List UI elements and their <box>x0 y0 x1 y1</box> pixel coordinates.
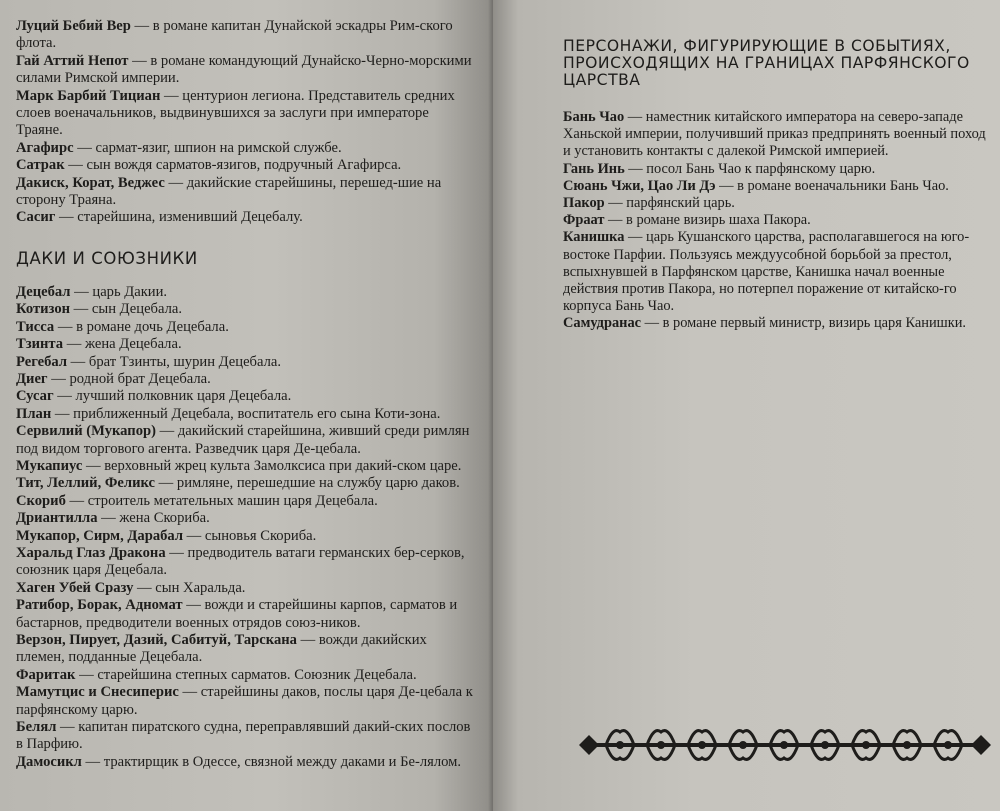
decorative-border-icon <box>575 722 995 768</box>
character-entry <box>16 458 479 475</box>
entry-dash: — <box>604 212 627 229</box>
entry-dash: — <box>81 753 104 770</box>
character-entry <box>16 754 479 771</box>
character-entry <box>16 632 479 667</box>
character-name: Фаритак <box>16 666 76 683</box>
character-entry <box>563 109 992 161</box>
character-name: Скориб <box>16 492 66 509</box>
character-entry <box>16 175 479 210</box>
character-name: Верзон, Пирует, Дазий, Сабитуй, Тарскана <box>16 632 297 648</box>
entry-dash: — <box>624 109 646 125</box>
entries-top <box>16 18 479 227</box>
character-entry <box>16 475 479 492</box>
character-name: Гань Инь <box>563 160 625 177</box>
character-description: жена Скориба. <box>119 510 210 527</box>
entry-dash: — <box>130 18 153 34</box>
character-name: Дакиск, Корат, Веджес <box>16 174 165 191</box>
character-description: в романе первый министр, визирь царя Канишки. <box>662 315 967 332</box>
character-description: верховный жрец культа Замолксиса при дакий-ском царе. <box>104 457 462 474</box>
character-entry <box>563 229 992 315</box>
character-name: Бань Чао <box>563 109 625 125</box>
entry-dash: — <box>51 405 74 422</box>
character-name: Пакор <box>563 195 605 212</box>
character-name: Луций Бебий Вер <box>16 18 131 34</box>
entry-dash: — <box>75 666 98 683</box>
character-entry <box>16 406 479 423</box>
character-name: Сатрак <box>16 157 65 174</box>
character-entry <box>16 140 479 157</box>
entry-dash: — <box>70 283 93 300</box>
entry-dash: — <box>624 229 647 246</box>
character-entry <box>16 545 479 580</box>
character-description: римляне, перешедшие на службу царю даков. <box>176 475 460 492</box>
character-name: Марк Барбий Тициан <box>16 87 161 104</box>
character-entry <box>563 212 992 229</box>
character-entry <box>563 178 992 195</box>
entry-dash: — <box>70 301 92 318</box>
character-description: сын Децебала. <box>91 301 182 318</box>
character-entry <box>16 336 479 353</box>
entry-dash: — <box>47 370 70 387</box>
section-title-parthia: ПЕРСОНАЖИ, ФИГУРИРУЮЩИЕ В СОБЫТИЯХ, ПРОИСХОДЯЩИХ НА ГРАНИЦАХ ПАРФЯНСКОГО ЦАРСТВА <box>563 37 970 89</box>
entry-dash: — <box>155 475 177 492</box>
entry-dash: — <box>296 632 319 648</box>
character-description: брат Тзинты, шурин Децебала. <box>88 353 281 370</box>
entry-dash: — <box>97 510 120 527</box>
character-entry <box>563 161 992 178</box>
character-entry <box>16 319 479 336</box>
character-description: сын вождя сарматов-язигов, подручный Агафирса. <box>86 157 402 174</box>
character-name: Самудранас <box>563 315 642 332</box>
character-name: Дамосикл <box>16 753 82 770</box>
character-entry <box>16 18 479 53</box>
character-name: Мукапиус <box>16 457 83 474</box>
entry-dash: — <box>133 579 156 596</box>
section-title-dacians: ДАКИ И СОЮЗНИКИ <box>16 248 198 268</box>
entry-dash: — <box>53 388 76 405</box>
character-entry <box>16 580 479 597</box>
right-page <box>493 0 1000 811</box>
character-description: царь Кушанского царства, располагавшегося на юго-востоке Парфии. Пользуясь междуусобной борьбой за престол, вспыхнувшей в Парфянском царстве, Канишка начал военные действия против Пакора, но потерпел поражение от китайско-го корпуса Бань Чао. <box>563 229 970 315</box>
character-name: Гай Аттий Непот <box>16 52 129 69</box>
entry-dash: — <box>160 87 183 104</box>
character-name: Тит, Леллий, Феликс <box>16 475 156 492</box>
character-description: парфянский царь. <box>626 195 735 212</box>
character-description: в романе военачальники Бань Чао. <box>737 177 949 194</box>
character-description: родной брат Децебала. <box>69 370 211 387</box>
left-page <box>0 0 493 811</box>
character-entry <box>16 371 479 388</box>
character-name: Сюань Чжи, Цао Ли Дэ <box>563 177 716 194</box>
character-name: Диег <box>16 370 48 387</box>
character-entry <box>16 510 479 527</box>
entry-dash: — <box>715 177 738 194</box>
character-entry <box>16 528 479 545</box>
character-entry <box>16 667 479 684</box>
character-name: Фраат <box>563 212 605 229</box>
character-name: Тзинта <box>16 336 64 353</box>
entry-dash: — <box>63 336 85 353</box>
entry-dash: — <box>55 209 78 226</box>
entry-dash: — <box>624 160 647 177</box>
character-description: царь Дакии. <box>92 283 168 300</box>
character-entry <box>16 157 479 174</box>
character-description: сын Харальда. <box>155 579 246 596</box>
character-entry <box>563 315 992 332</box>
character-name: Котизон <box>16 301 71 318</box>
entry-dash: — <box>64 157 87 174</box>
entry-dash: — <box>65 492 88 509</box>
character-description: наместник китайского императора на северо-западе Ханьской империи, получивший приказ предпринять военный поход и установить контакты с далекой Римской империей. <box>563 109 986 160</box>
character-name: Сусаг <box>16 388 54 405</box>
character-description: предводитель ватаги германских бер-серков, союзник царя Децебала. <box>16 544 465 579</box>
character-description: дакийские старейшины, перешед-шие на сторону Траяна. <box>16 174 442 209</box>
character-description: сыновья Скориба. <box>204 527 317 544</box>
entry-dash: — <box>178 684 201 701</box>
character-description: в романе командующий Дунайско-Черно-морскими силами Римской империи. <box>16 52 472 87</box>
character-name: Сасиг <box>16 209 56 226</box>
character-entry <box>16 354 479 371</box>
entry-dash: — <box>54 318 77 335</box>
character-description: капитан пиратского судна, переправлявший дакий-ских послов в Парфию. <box>16 719 471 753</box>
character-description: центурион легиона. Представитель средних слоев военачальников, выдвинувшихся за заслуги при императоре Траяне. <box>16 87 455 139</box>
character-entry <box>16 597 479 632</box>
character-description: жена Децебала. <box>84 336 182 353</box>
character-name: Децебал <box>16 283 71 300</box>
entry-dash: — <box>67 353 89 370</box>
character-name: Агафирс <box>16 139 74 156</box>
entry-dash: — <box>56 719 79 736</box>
character-description: приближенный Децебала, воспитатель его сына Коти-зона. <box>73 405 441 422</box>
character-name: Канишка <box>563 229 625 246</box>
character-description: лучший полковник царя Децебала. <box>75 388 292 405</box>
character-name: Мукапор, Сирм, Дарабал <box>16 527 184 544</box>
entry-dash: — <box>128 52 151 69</box>
character-description: дакийский старейшина, живший среди римлян под видом торгового агента. Разведчик царя Де-цебала. <box>16 423 470 457</box>
character-name: Тисса <box>16 318 55 335</box>
character-entry <box>16 284 479 301</box>
entry-dash: — <box>604 195 627 212</box>
entries-dacians <box>16 284 479 771</box>
character-name: Мамутцис и Снесиперис <box>16 684 179 701</box>
character-name: План <box>16 405 52 422</box>
entry-dash: — <box>82 457 105 474</box>
character-entry <box>563 195 992 212</box>
entries-parthia <box>563 109 992 333</box>
character-name: Дриантилла <box>16 510 98 527</box>
character-entry <box>16 493 479 510</box>
character-description: вожди и старейшины карпов, сарматов и бастарнов, предводители военных отрядов союз-ников. <box>16 597 458 631</box>
character-description: посол Бань Чао к парфянскому царю. <box>646 160 876 177</box>
character-name: Сервилий (Мукапор) <box>16 423 156 440</box>
character-description: в романе дочь Децебала. <box>76 318 229 335</box>
character-entry <box>16 719 479 754</box>
entry-dash: — <box>164 174 187 191</box>
character-name: Белял <box>16 719 57 736</box>
entry-dash: — <box>182 597 205 614</box>
character-name: Регебал <box>16 353 68 370</box>
entry-dash: — <box>641 315 663 332</box>
entry-dash: — <box>165 544 188 561</box>
character-description: сармат-язиг, шпион на римской службе. <box>95 139 342 156</box>
character-description: в романе капитан Дунайской эскадры Рим-ского флота. <box>16 18 453 52</box>
character-entry <box>16 209 479 226</box>
entry-dash: — <box>73 139 96 156</box>
character-entry <box>16 423 479 458</box>
entry-dash: — <box>155 423 178 440</box>
entry-dash: — <box>183 527 205 544</box>
character-entry <box>16 53 479 88</box>
character-description: старейшина степных сарматов. Союзник Децебала. <box>97 666 417 683</box>
character-description: старейшины даков, послы царя Де-цебала к парфянскому царю. <box>16 684 473 718</box>
character-description: вожди дакийских племен, подданные Децебала. <box>16 632 427 666</box>
character-name: Хаген Убей Сразу <box>16 579 134 596</box>
character-description: в романе визирь шаха Пакора. <box>626 212 811 229</box>
character-entry <box>16 301 479 318</box>
character-description: старейшина, изменивший Децебалу. <box>77 209 303 226</box>
character-name: Ратибор, Борак, Адномат <box>16 597 183 614</box>
character-description: строитель метательных машин царя Децебала. <box>87 492 378 509</box>
character-name: Харальд Глаз Дракона <box>16 544 166 561</box>
character-entry <box>16 388 479 405</box>
character-description: трактирщик в Одессе, связной между даками и Бе-лялом. <box>103 753 462 770</box>
character-entry <box>16 684 479 719</box>
character-entry <box>16 88 479 140</box>
